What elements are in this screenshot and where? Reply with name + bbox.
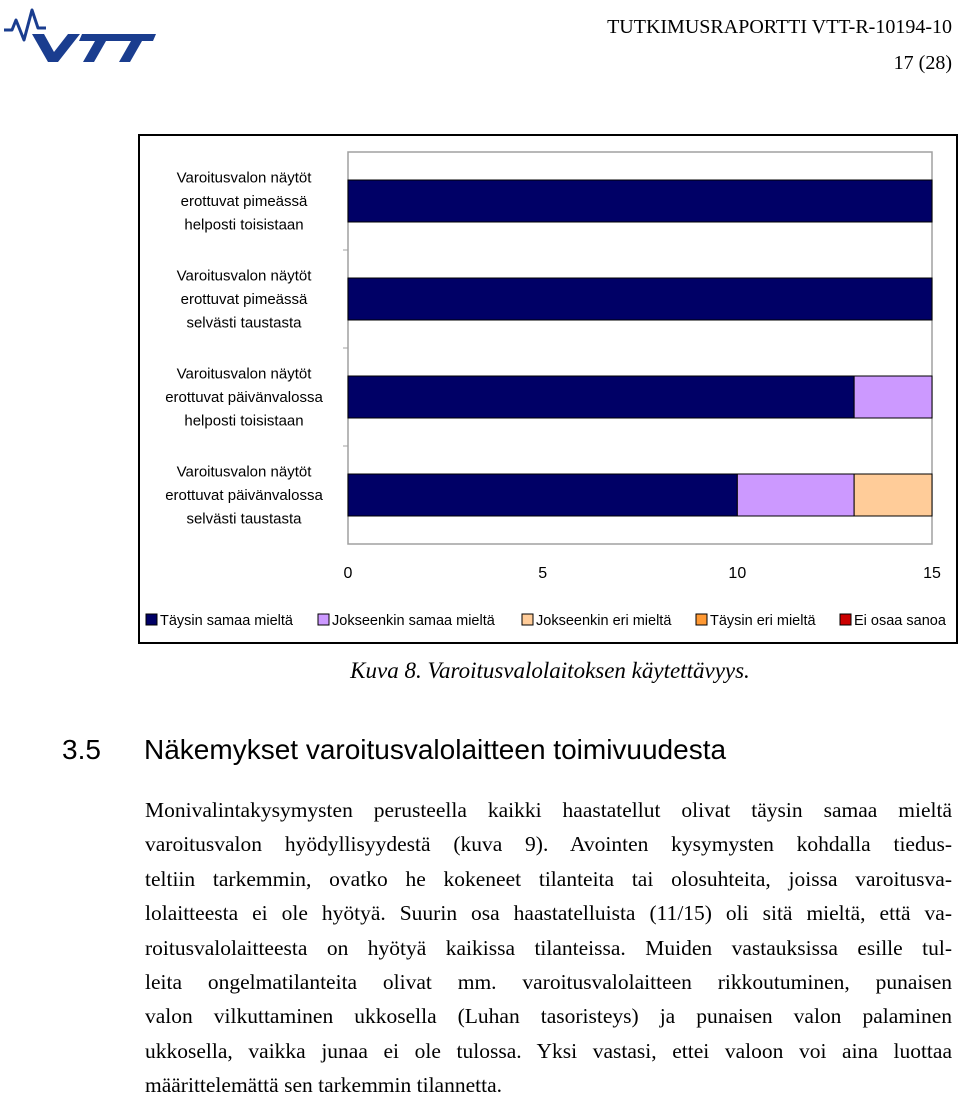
legend-label: Täysin eri mieltä — [710, 613, 816, 629]
page-number: 17 (28) — [893, 52, 952, 74]
legend-swatch — [696, 614, 707, 625]
category-label — [177, 170, 313, 234]
category-label-line: helposti toisistaan — [184, 216, 304, 234]
figure-caption: Kuva 8. Varoitusvalolaitoksen käytettävyys. — [350, 658, 750, 683]
bar-segment — [737, 474, 854, 516]
category-label-line: Varoitusvalon näytöt — [176, 365, 312, 383]
body-line: varoitusvalon hyödyllisyydestä (kuva 9). Avointen kysymysten kohdalla tiedus- — [145, 832, 952, 857]
x-tick-label: 5 — [538, 565, 548, 582]
category-label-line: Varoitusvalon näytöt — [176, 169, 312, 187]
bar-segment — [348, 474, 737, 516]
legend-swatch — [840, 614, 851, 625]
body-line: teltiin tarkemmin, ovatko he kokeneet tilanteita tai olosuhteita, joissa varoitusva- — [145, 866, 952, 891]
category-label-line: erottuvat päivänvalossa — [165, 389, 323, 406]
bar-segment — [348, 180, 932, 222]
category-label-line: Varoitusvalon näytöt — [176, 463, 312, 481]
category-label-line: erottuvat päivänvalossa — [165, 487, 323, 504]
x-tick-label: 0 — [343, 565, 353, 582]
logo-letters-icon — [32, 34, 156, 62]
section-title: Näkemykset varoitusvalolaitteen toimivuudesta — [144, 734, 727, 765]
body-line: ukkosella, vaikka junaa ei ole tulossa. Yksi vastasi, ettei valoon voi aina luottaa — [145, 1038, 952, 1063]
report-id: TUTKIMUSRAPORTTI VTT-R-10194-10 — [607, 16, 952, 38]
x-tick-label: 10 — [728, 565, 747, 582]
body-line: määrittelemättä sen tarkemmin tilannetta. — [145, 1073, 502, 1098]
body-line: lolaitteesta ei ole hyötyä. Suurin osa haastatelluista (11/15) oli sitä mieltä, että va- — [145, 901, 952, 926]
category-label-line: helposti toisistaan — [184, 412, 304, 430]
body-line: Monivalintakysymysten perusteella kaikki haastatellut olivat täysin samaa mieltä — [145, 798, 952, 822]
stacked-bar-chart — [140, 136, 956, 642]
bar-segment — [854, 474, 932, 516]
body-line: leita ongelmatilanteita olivat mm. varoitusvalolaitteen rikkoutuminen, punaisen — [145, 970, 952, 995]
legend-swatch — [146, 614, 157, 625]
legend-swatch — [522, 614, 533, 625]
vtt-logo — [2, 6, 160, 64]
bar-segment — [348, 278, 932, 320]
legend-label: Täysin samaa mieltä — [160, 613, 293, 629]
category-label — [165, 366, 323, 430]
category-label-line: erottuvat pimeässä — [180, 193, 308, 210]
body-paragraph — [145, 793, 952, 1103]
legend-label: Jokseenkin samaa mieltä — [332, 613, 495, 629]
legend-label: Ei osaa sanoa — [854, 613, 946, 629]
bar-segment — [348, 376, 854, 418]
section-number: 3.5 — [62, 734, 101, 765]
category-label — [177, 268, 313, 332]
category-label-line: selvästi taustasta — [186, 510, 302, 528]
legend-label: Jokseenkin eri mieltä — [536, 613, 672, 629]
legend-swatch — [318, 614, 329, 625]
category-label-line: erottuvat pimeässä — [180, 291, 308, 308]
category-label-line: Varoitusvalon näytöt — [176, 267, 312, 285]
category-label — [165, 464, 323, 528]
bar-segment — [854, 376, 932, 418]
category-label-line: selvästi taustasta — [186, 314, 302, 332]
section-heading — [62, 734, 726, 766]
body-line: roitusvalolaitteesta on hyötyä kaikissa tilanteissa. Muiden vastauksissa esille tul- — [145, 935, 952, 960]
chart-frame — [138, 134, 958, 644]
body-line: valon vilkuttaminen ukkosella (Luhan tasoristeys) ja punaisen valon palaminen — [145, 1004, 952, 1029]
x-tick-label: 15 — [923, 565, 941, 582]
